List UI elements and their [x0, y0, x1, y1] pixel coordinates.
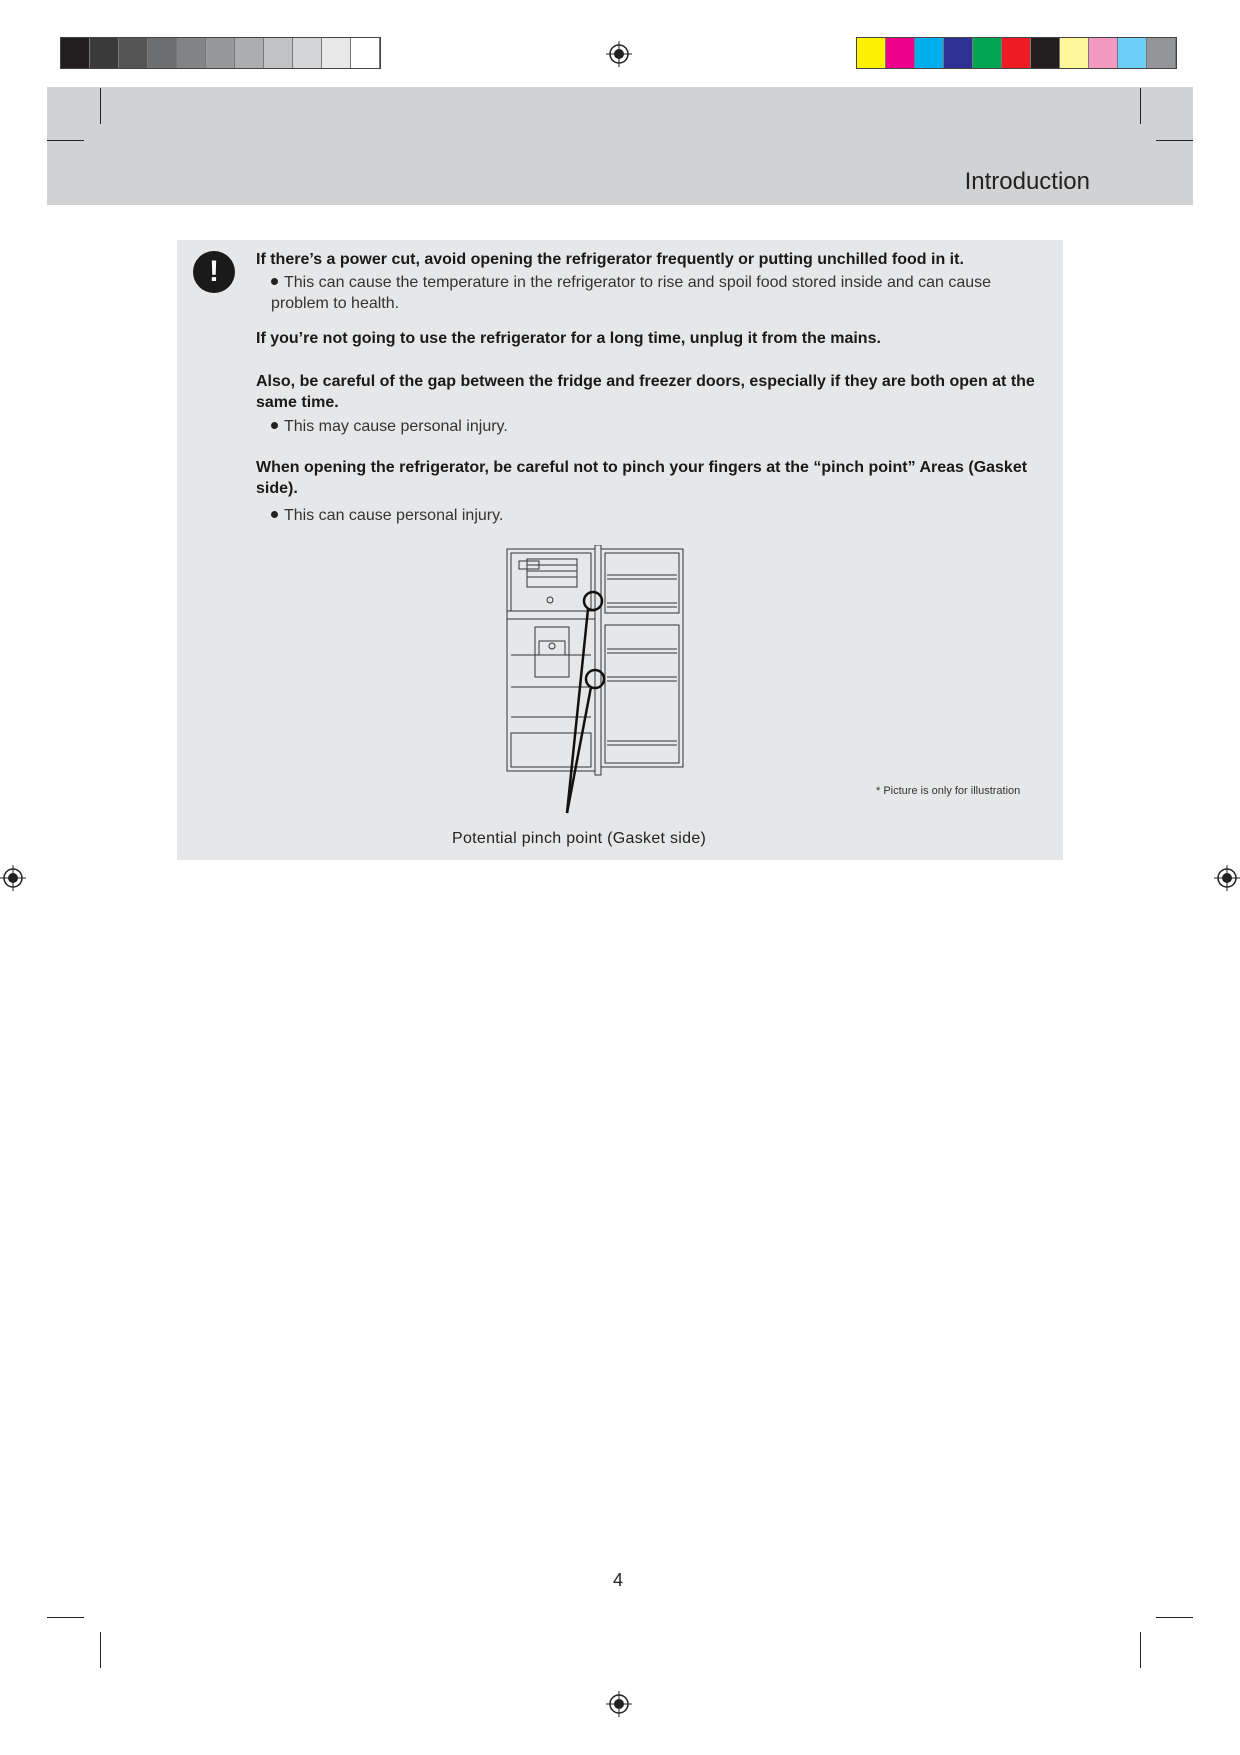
grey-swatch — [264, 38, 293, 68]
asterisk-mark: * — [876, 785, 881, 797]
color-swatch — [857, 38, 886, 68]
notice-bullet-text: This can cause personal injury. — [284, 507, 504, 524]
bullet-icon — [271, 511, 278, 518]
grey-swatch — [148, 38, 177, 68]
crop-mark — [100, 88, 101, 124]
color-swatch — [944, 38, 973, 68]
grey-swatch — [177, 38, 206, 68]
grey-swatch — [351, 38, 380, 68]
bullet-icon — [271, 422, 278, 429]
color-swatch — [886, 38, 915, 68]
grey-calibration-bar — [60, 37, 381, 69]
crop-mark — [1156, 140, 1193, 141]
notice-heading-unplug: If you’re not going to use the refrigerator for a long time, unplug it from the mains. — [256, 330, 881, 347]
color-swatch — [1118, 38, 1147, 68]
crop-mark — [1140, 1632, 1141, 1668]
crop-mark — [47, 1617, 84, 1618]
crop-mark — [1156, 1617, 1193, 1618]
color-swatch — [1060, 38, 1089, 68]
notice-heading-pinch-point: When opening the refrigerator, be careful not to pinch your fingers at the “pinch point” Areas (Gasket side). — [256, 459, 1028, 497]
color-swatch — [915, 38, 944, 68]
notice-bullet — [271, 272, 1016, 314]
grey-swatch — [206, 38, 235, 68]
notice-bullet — [271, 505, 1016, 526]
color-swatch — [1031, 38, 1060, 68]
crop-mark — [100, 1632, 101, 1668]
grey-swatch — [235, 38, 264, 68]
notice-bullet-text: This may cause personal injury. — [284, 418, 508, 435]
figure-caption: Potential pinch point (Gasket side) — [452, 830, 707, 847]
grey-swatch — [90, 38, 119, 68]
refrigerator-illustration — [505, 545, 685, 815]
registration-mark-icon — [606, 41, 632, 67]
registration-mark-icon — [0, 865, 26, 891]
illustration-note — [876, 785, 1020, 797]
crop-mark — [47, 140, 84, 141]
color-swatch — [1147, 38, 1176, 68]
illustration-note-text: Picture is only for illustration — [883, 785, 1021, 797]
grey-swatch — [119, 38, 148, 68]
color-calibration-bar — [856, 37, 1177, 69]
grey-swatch — [293, 38, 322, 68]
color-swatch — [1002, 38, 1031, 68]
grey-swatch — [61, 38, 90, 68]
color-swatch — [1089, 38, 1118, 68]
warning-exclamation-icon: ! — [193, 251, 235, 293]
bullet-icon — [271, 278, 278, 285]
grey-swatch — [322, 38, 351, 68]
notice-bullet — [271, 416, 1016, 437]
section-title: Introduction — [964, 168, 1090, 195]
notice-heading-power-cut: If there’s a power cut, avoid opening the refrigerator frequently or putting unchilled food in it. — [256, 251, 964, 268]
registration-mark-icon — [1214, 865, 1240, 891]
page-number: 4 — [613, 1570, 624, 1590]
notice-heading-door-gap: Also, be careful of the gap between the fridge and freezer doors, especially if they are both open at the same time. — [256, 373, 1035, 411]
notice-bullet-text: This can cause the temperature in the refrigerator to rise and spoil food stored inside and can cause problem to health. — [271, 274, 992, 312]
registration-mark-icon — [606, 1691, 632, 1717]
color-swatch — [973, 38, 1002, 68]
crop-mark — [1140, 88, 1141, 124]
